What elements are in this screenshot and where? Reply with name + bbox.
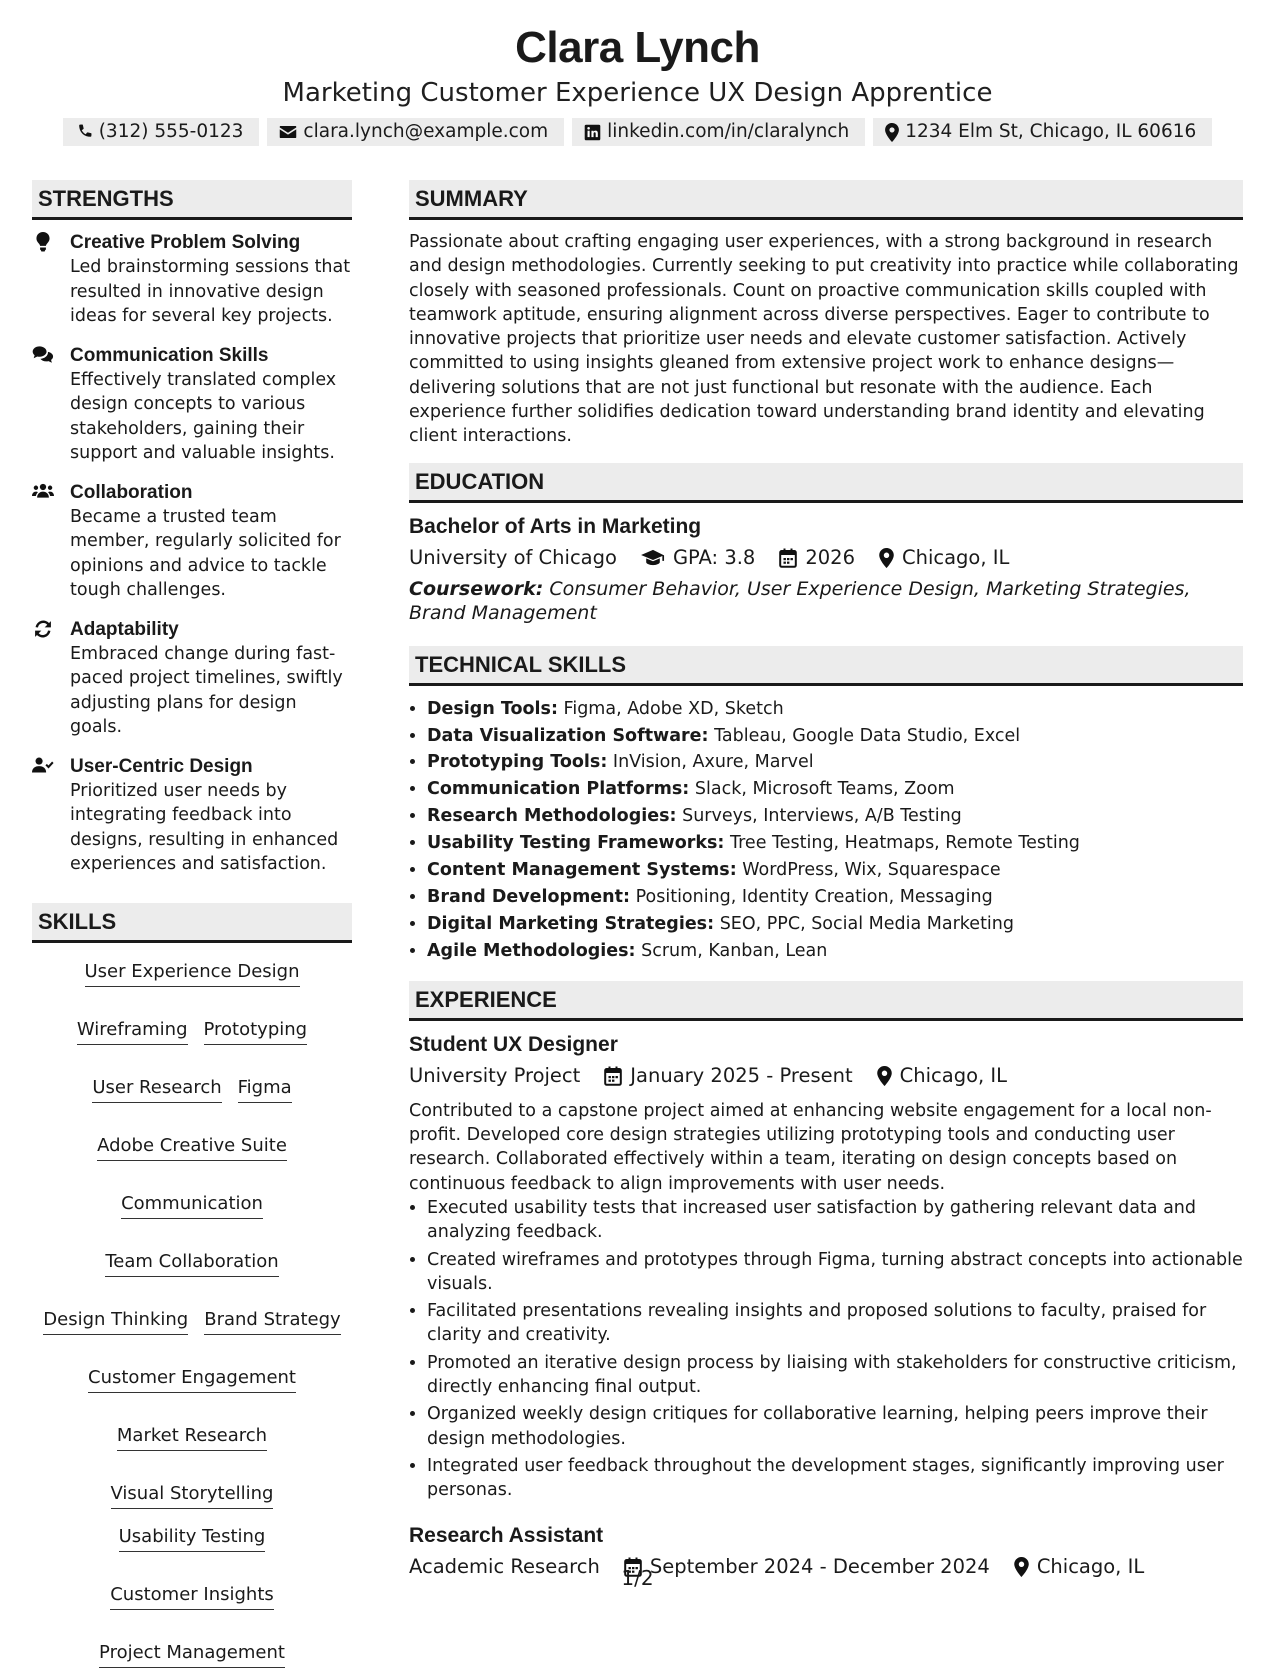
tech-skill-label: Digital Marketing Strategies: — [427, 913, 715, 934]
skill-tag: Figma — [238, 1075, 292, 1103]
tech-skill-value: Scrum, Kanban, Lean — [641, 940, 828, 961]
tech-skill-value: Surveys, Interviews, A/B Testing — [682, 806, 962, 827]
tech-skill-label: Communication Platforms: — [427, 779, 690, 800]
list-item: • Executed usability tests that increased user satisfaction by gathering relevant data and analyzing feedback. — [427, 1196, 1243, 1245]
experience-heading: EXPERIENCE — [409, 981, 1243, 1021]
tech-skill-value: Figma, Adobe XD, Sketch — [563, 698, 784, 719]
list-item — [427, 723, 1243, 750]
school-name: University of Chicago — [409, 545, 617, 569]
summary-heading: SUMMARY — [409, 180, 1243, 220]
strength-desc: Effectively translated complex design concepts to various stakeholders, gaining their support and valuable insights. — [70, 369, 337, 463]
tech-skill-value: Tree Testing, Heatmaps, Remote Testing — [730, 833, 1080, 854]
job-dates: September 2024 - December 2024 — [649, 1555, 990, 1579]
comments-icon — [32, 345, 54, 365]
job-bullets — [409, 1196, 1243, 1503]
list-item: • Facilitated presentations revealing insights and proposed solutions to faculty, praised for clarity and creativity. — [427, 1299, 1243, 1348]
map-marker-icon — [885, 123, 899, 142]
tech-skill-label: Usability Testing Frameworks: — [427, 833, 725, 854]
graduation-year: 2026 — [805, 545, 855, 569]
strengths-heading: STRENGTHS — [32, 180, 352, 220]
strength-desc: Became a trusted team member, regularly solicited for opinions and advice to tackle tough challenges. — [70, 506, 341, 600]
tech-skill-value: SEO, PPC, Social Media Marketing — [719, 913, 1014, 934]
degree-title: Bachelor of Arts in Marketing — [409, 514, 702, 538]
strength-item — [32, 230, 352, 329]
skill-tag: Market Research — [117, 1423, 267, 1451]
job-location: Chicago, IL — [1036, 1555, 1145, 1579]
contact-bar — [0, 118, 1275, 146]
lightbulb-icon — [32, 232, 54, 252]
resume-header — [0, 22, 1275, 146]
education-heading: EDUCATION — [409, 463, 1243, 503]
job-title: Student UX Designer — [409, 1032, 618, 1056]
right-column — [409, 180, 1243, 1582]
tech-skill-label: Research Methodologies: — [427, 806, 677, 827]
coursework — [409, 577, 1243, 626]
graduation-cap-icon — [641, 549, 665, 566]
tech-skill-label: Agile Methodologies: — [427, 940, 636, 961]
contact-linkedin[interactable] — [572, 118, 865, 146]
coursework-list: Consumer Behavior, User Experience Design, Marketing Strategies, Brand Management — [409, 577, 1191, 625]
list-item — [427, 696, 1243, 723]
education-location: Chicago, IL — [901, 545, 1010, 569]
skill-tag: Team Collaboration — [105, 1249, 278, 1277]
left-column — [32, 180, 352, 1668]
envelope-icon — [279, 124, 297, 140]
skill-tag: Project Management — [99, 1640, 285, 1668]
skill-tag: Wireframing — [77, 1017, 188, 1045]
strength-title: User-Centric Design — [70, 755, 253, 777]
users-icon — [32, 482, 54, 502]
technical-skills-list — [409, 696, 1243, 965]
map-marker-icon — [879, 548, 894, 568]
tech-skill-value: Positioning, Identity Creation, Messaging — [635, 887, 993, 908]
gpa-text: GPA: 3.8 — [672, 545, 756, 569]
job-org: University Project — [409, 1063, 581, 1087]
strength-desc: Led brainstorming sessions that resulted in innovative design ideas for several key projects. — [70, 257, 351, 326]
skills-list — [32, 953, 352, 1668]
skill-tag: Customer Engagement — [88, 1365, 296, 1393]
strength-title: Collaboration — [70, 481, 193, 503]
strength-item — [32, 343, 352, 466]
strength-desc: Embraced change during fast-paced project timelines, swiftly adjusting plans for design goals. — [70, 643, 343, 737]
skill-tag: Usability Testing — [119, 1524, 266, 1552]
strength-item — [32, 617, 352, 740]
job-description: Contributed to a capstone project aimed at enhancing website engagement for a local non-profit. Developed core design strategies utilizing prototyping tools and conducting user research. Collaborated effectively within a team, iterating on design concepts based on continuous feedback to align improvements with user needs. — [409, 1100, 1212, 1194]
list-item — [427, 911, 1243, 938]
list-item — [427, 749, 1243, 776]
tech-skill-label: Content Management Systems: — [427, 860, 737, 881]
job-title: Research Assistant — [409, 1524, 604, 1548]
skill-tag: Communication — [121, 1191, 263, 1219]
education-meta — [409, 543, 1243, 573]
skill-tag: Visual Storytelling — [111, 1481, 274, 1509]
list-item: • Integrated user feedback throughout the development stages, significantly improving user personas. — [427, 1454, 1243, 1503]
job-location: Chicago, IL — [899, 1063, 1008, 1087]
list-item — [427, 938, 1243, 965]
list-item: • Created wireframes and prototypes through Figma, turning abstract concepts into actionable visuals. — [427, 1248, 1243, 1297]
linkedin-text: linkedin.com/in/claralynch — [607, 121, 850, 142]
list-item — [427, 776, 1243, 803]
contact-phone[interactable] — [63, 118, 260, 146]
tech-skill-value: WordPress, Wix, Squarespace — [742, 860, 1001, 881]
map-marker-icon — [877, 1066, 892, 1086]
list-item — [427, 857, 1243, 884]
list-item: • Promoted an iterative design process by liaising with stakeholders for constructive criticism, directly enhancing final output. — [427, 1351, 1243, 1400]
calendar-icon — [604, 1066, 622, 1086]
skill-tag: Brand Strategy — [204, 1307, 340, 1335]
coursework-label: Coursework: — [409, 577, 544, 600]
technical-skills-heading: TECHNICAL SKILLS — [409, 646, 1243, 686]
page-number: 1/2 — [621, 1566, 654, 1590]
list-item: • Organized weekly design critiques for collaborative learning, helping peers improve their design methodologies. — [427, 1402, 1243, 1451]
skill-tag: User Experience Design — [85, 959, 300, 987]
strength-title: Adaptability — [70, 618, 179, 640]
job-org: Academic Research — [409, 1555, 600, 1579]
address-text: 1234 Elm St, Chicago, IL 60616 — [905, 121, 1197, 142]
skills-heading: SKILLS — [32, 903, 352, 943]
strength-item — [32, 754, 352, 877]
list-item — [427, 830, 1243, 857]
linkedin-icon — [584, 124, 601, 141]
strength-title: Communication Skills — [70, 344, 269, 366]
summary-text: Passionate about crafting engaging user experiences, with a strong background in research and design methodologies. Currently seeking to put creativity into practice while collaborating closely with seasoned professionals. Count on proactive communication skills coupled with teamwork aptitude, ensuring alignment across diverse perspectives. Eager to contribute to innovative projects that prioritize user needs and elevate customer satisfaction. Actively committed to using insights gleaned from extensive project work to enhance designs—delivering solutions that are not just functional but resonate with the audience. Each experience further solidifies dedication toward understanding brand identity and elevating client interactions. — [409, 232, 1239, 447]
job-entry — [409, 1031, 1243, 1503]
email-text: clara.lynch@example.com — [303, 121, 549, 142]
skill-tag: Design Thinking — [43, 1307, 188, 1335]
tech-skill-value: InVision, Axure, Marvel — [612, 752, 814, 773]
contact-address[interactable] — [873, 118, 1212, 146]
job-dates: January 2025 - Present — [630, 1063, 853, 1087]
strength-desc: Prioritized user needs by integrating feedback into designs, resulting in enhanced experiences and satisfaction. — [70, 780, 339, 874]
sync-icon — [32, 619, 54, 639]
skill-tag: User Research — [92, 1075, 221, 1103]
tech-skill-label: Design Tools: — [427, 698, 558, 719]
candidate-title: Marketing Customer Experience UX Design Apprentice — [282, 78, 993, 108]
tech-skill-label: Prototyping Tools: — [427, 752, 608, 773]
tech-skill-label: Brand Development: — [427, 887, 631, 908]
job-meta — [409, 1061, 1243, 1091]
list-item — [427, 803, 1243, 830]
skill-tag: Adobe Creative Suite — [97, 1133, 287, 1161]
tech-skill-value: Tableau, Google Data Studio, Excel — [714, 725, 1021, 746]
skill-tag: Prototyping — [204, 1017, 308, 1045]
calendar-icon — [779, 548, 797, 568]
phone-icon — [75, 123, 93, 141]
tech-skill-value: Slack, Microsoft Teams, Zoom — [694, 779, 955, 800]
strength-title: Creative Problem Solving — [70, 232, 301, 253]
contact-email[interactable] — [267, 118, 564, 146]
candidate-name: Clara Lynch — [515, 23, 760, 72]
phone-text: (312) 555-0123 — [98, 121, 244, 142]
list-item — [427, 884, 1243, 911]
user-check-icon — [32, 756, 54, 776]
strength-item — [32, 480, 352, 603]
skill-tag: Customer Insights — [110, 1582, 274, 1610]
tech-skill-label: Data Visualization Software: — [427, 725, 709, 746]
